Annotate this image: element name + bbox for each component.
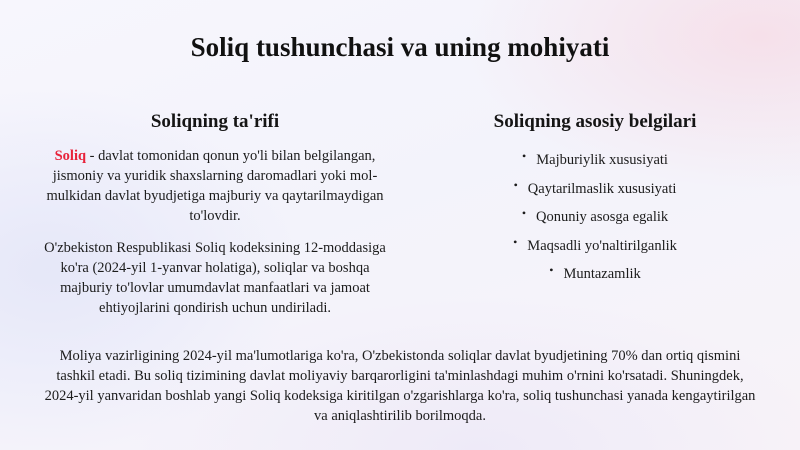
bullet-icon: • bbox=[549, 263, 554, 277]
features-heading: Soliqning asosiy belgilari bbox=[493, 111, 697, 132]
feature-item bbox=[440, 260, 750, 284]
feature-item bbox=[440, 175, 750, 199]
summary-paragraph: Moliya vazirligining 2024-yil ma'lumotlariga ko'ra, O'zbekistonda soliqlar davlat byudjetining 70% dan ortiq qismini tashkil etadi. Bu soliq tizimining davlat moliyaviy barqarorligini ta'minlashdagi muhim o'rnini ko'rsatadi. Shuningdek, 2024-yil yanvaridan boshlab yangi Soliq kodeksiga kiritilgan o'zgarishlarga ko'ra, soliq tushunchasi yanada kengaytirilgan va aniqlashtirilib borilmoqda. bbox=[44, 348, 756, 424]
bullet-icon: • bbox=[513, 177, 518, 192]
feature-label: Majburiylik xususiyati bbox=[536, 152, 668, 168]
definition-column bbox=[40, 111, 390, 330]
definition-heading: Soliqning ta'rifi bbox=[150, 111, 280, 132]
features-list bbox=[440, 146, 750, 284]
feature-item bbox=[440, 232, 750, 256]
bullet-icon: • bbox=[513, 234, 518, 249]
definition-keyword: Soliq bbox=[54, 148, 87, 164]
bullet-icon: • bbox=[522, 149, 527, 163]
feature-item bbox=[440, 203, 750, 227]
features-column bbox=[440, 111, 750, 289]
feature-label: Muntazamlik bbox=[563, 266, 641, 282]
bullet-icon: • bbox=[521, 206, 527, 220]
feature-label: Qaytarilmaslik xususiyati bbox=[527, 180, 677, 197]
feature-label: Maqsadli yo'naltirilganlik bbox=[527, 237, 677, 254]
feature-item bbox=[440, 146, 750, 170]
definition-text: - davlat tomonidan qonun yo'li bilan belgilangan, jismoniy va yuridik shaxslarning daromadlari yoki mol-mulkidan davlat byudjetiga majburiy va qaytarilmaydigan to'lovdir. bbox=[46, 148, 384, 224]
definition-paragraph bbox=[40, 146, 390, 226]
legal-paragraph: O'zbekiston Respublikasi Soliq kodeksining 12-moddasiga ko'ra (2024-yil 1-yanvar holatiga), soliqlar va boshqa majburiy to'lovlar umumdavlat manfaatlari va jamoat ehtiyojlarini qondirish uchun undiriladi. bbox=[44, 240, 386, 316]
slide-title: Soliq tushunchasi va uning mohiyati bbox=[190, 32, 610, 62]
feature-label: Qonuniy asosga egalik bbox=[536, 209, 669, 225]
